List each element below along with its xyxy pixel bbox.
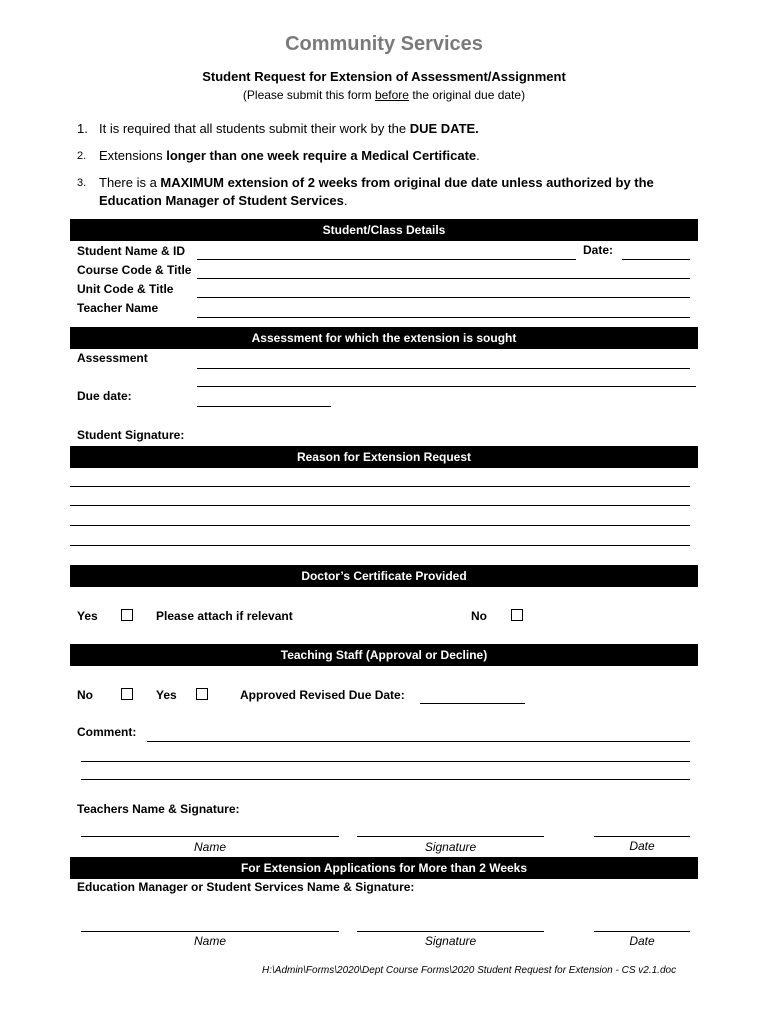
assessment-field-line-2[interactable] bbox=[197, 386, 696, 387]
form-subtitle: Student Request for Extension of Assessment/Assignment bbox=[202, 69, 566, 84]
manager-signature-caption: Signature bbox=[424, 934, 477, 948]
form-note-pre: (Please submit this form bbox=[242, 88, 375, 102]
teacher-signature-label: Teachers Name & Signature: bbox=[77, 802, 240, 816]
revised-due-date-label: Approved Revised Due Date: bbox=[240, 688, 405, 702]
approval-no-checkbox[interactable] bbox=[121, 688, 133, 700]
approval-yes-label: Yes bbox=[156, 688, 177, 702]
teacher-date-caption: Date bbox=[629, 839, 655, 853]
section-header-reason: Reason for Extension Request bbox=[70, 446, 698, 468]
teacher-name-caption: Name bbox=[193, 840, 226, 854]
rule-item-1 bbox=[77, 120, 697, 140]
student-signature-label: Student Signature: bbox=[77, 428, 185, 442]
course-field[interactable] bbox=[197, 278, 690, 279]
file-path-footer: H:\Admin\Forms\2020\Dept Course Forms\2020 Student Request for Extension - CS v2.1.doc bbox=[262, 965, 677, 976]
rule-text bbox=[99, 147, 689, 165]
revised-due-date-field[interactable] bbox=[420, 703, 525, 704]
teacher-signature-caption: Signature bbox=[424, 840, 477, 854]
reason-line-2[interactable] bbox=[70, 505, 690, 506]
rule-number: 3. bbox=[77, 177, 87, 189]
attach-note: Please attach if relevant bbox=[156, 609, 293, 623]
section-header-student-details: Student/Class Details bbox=[70, 219, 698, 241]
comment-line-3[interactable] bbox=[81, 779, 690, 780]
date-field[interactable] bbox=[622, 259, 690, 260]
rule-item-2 bbox=[77, 147, 697, 167]
due-date-label: Due date: bbox=[77, 389, 132, 403]
date-label: Date: bbox=[583, 243, 614, 257]
teacher-name-field[interactable] bbox=[197, 317, 690, 318]
comment-line-2[interactable] bbox=[81, 761, 690, 762]
rule-number: 2. bbox=[77, 150, 87, 162]
rule-text-post: . bbox=[343, 193, 348, 208]
teacher-name-label: Teacher Name bbox=[77, 301, 159, 315]
due-date-field[interactable] bbox=[197, 406, 331, 407]
reason-line-4[interactable] bbox=[70, 545, 690, 546]
rule-text-pre: It is required that all students submit their work by the bbox=[99, 121, 410, 136]
manager-name-line[interactable] bbox=[81, 931, 339, 932]
manager-signature-line[interactable] bbox=[357, 931, 544, 932]
section-header-assessment: Assessment for which the extension is sought bbox=[70, 327, 698, 349]
student-name-label: Student Name & ID bbox=[77, 244, 186, 258]
doctor-no-checkbox[interactable] bbox=[511, 609, 523, 621]
doctor-no-label: No bbox=[471, 609, 487, 623]
rule-text-pre: Extensions bbox=[99, 148, 167, 163]
section-header-teaching-staff: Teaching Staff (Approval or Decline) bbox=[70, 644, 698, 666]
doctor-yes-label: Yes bbox=[77, 609, 98, 623]
rule-text-bold: MAXIMUM extension of 2 weeks from original due date unless authorized by the Education Manager of Student Services bbox=[99, 175, 654, 208]
section-header-doctor-certificate: Doctor’s Certificate Provided bbox=[70, 565, 698, 587]
manager-name-caption: Name bbox=[193, 934, 226, 948]
unit-label: Unit Code & Title bbox=[77, 282, 174, 296]
rule-text-bold: DUE DATE. bbox=[409, 121, 479, 136]
unit-field[interactable] bbox=[197, 297, 690, 298]
form-note-underlined: before bbox=[374, 88, 409, 102]
rule-text bbox=[99, 120, 689, 138]
section-header-extension: For Extension Applications for More than 2 Weeks bbox=[70, 857, 698, 879]
teacher-signature-line[interactable] bbox=[357, 836, 544, 837]
form-title: Community Services bbox=[285, 33, 483, 55]
approval-yes-checkbox[interactable] bbox=[196, 688, 208, 700]
rule-number: 1. bbox=[77, 121, 88, 136]
reason-line-3[interactable] bbox=[70, 525, 690, 526]
approval-no-label: No bbox=[77, 688, 93, 702]
manager-date-caption: Date bbox=[629, 934, 655, 948]
rule-text bbox=[99, 174, 689, 210]
assessment-label: Assessment bbox=[77, 351, 148, 365]
rule-text-post: . bbox=[476, 148, 480, 163]
teacher-date-line[interactable] bbox=[594, 836, 690, 837]
course-label: Course Code & Title bbox=[77, 263, 192, 277]
reason-line-1[interactable] bbox=[70, 486, 690, 487]
rule-text-pre: There is a bbox=[99, 175, 161, 190]
assessment-field[interactable] bbox=[197, 368, 690, 369]
student-name-field[interactable] bbox=[197, 259, 576, 260]
manager-date-line[interactable] bbox=[594, 931, 690, 932]
rule-item-3 bbox=[77, 174, 697, 212]
form-note-post: the original due date) bbox=[408, 88, 526, 102]
rule-text-bold: longer than one week require a Medical Certificate bbox=[166, 148, 477, 163]
manager-signature-label: Education Manager or Student Services Name & Signature: bbox=[77, 880, 415, 894]
comment-field[interactable] bbox=[147, 741, 690, 742]
teacher-name-line[interactable] bbox=[81, 836, 339, 837]
comment-label: Comment: bbox=[77, 725, 137, 739]
form-note bbox=[0, 88, 768, 102]
doctor-yes-checkbox[interactable] bbox=[121, 609, 133, 621]
